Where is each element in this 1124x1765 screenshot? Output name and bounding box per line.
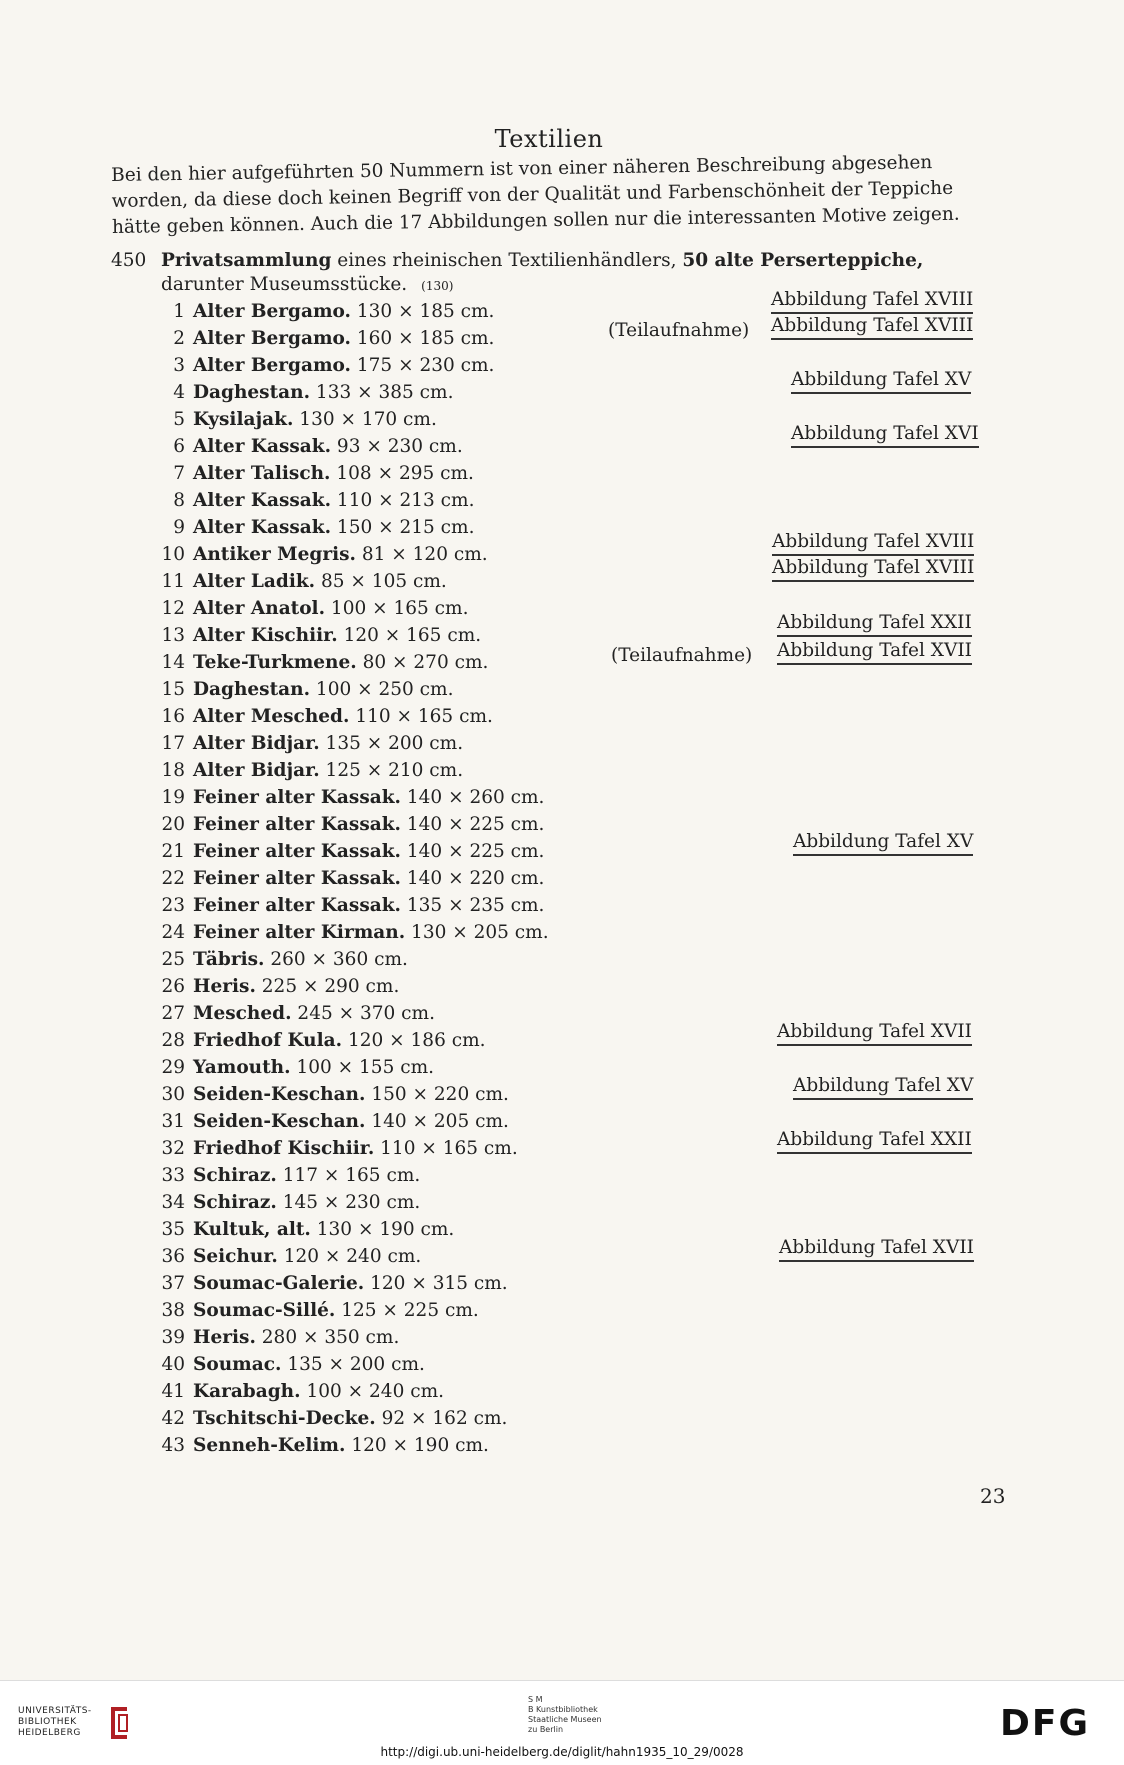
item-name: Kysilajak. <box>193 409 294 430</box>
item-name: Feiner alter Kassak. <box>193 814 401 835</box>
item-name: Alter Bidjar. <box>193 760 320 781</box>
item-number: 12 <box>161 598 185 619</box>
item-name: Schiraz. <box>193 1165 277 1186</box>
lot-bold2: 50 alte Perserteppiche, <box>682 250 924 271</box>
item-number: 39 <box>161 1327 185 1348</box>
item-name: Alter Kassak. <box>193 517 332 538</box>
item-size: 120 × 186 cm. <box>347 1030 486 1051</box>
item-size: 93 × 230 cm. <box>336 436 463 457</box>
item-name: Alter Kassak. <box>193 436 332 457</box>
item-name: Alter Bidjar. <box>193 733 320 754</box>
partial-view-note: (Teilaufnahme) <box>611 645 753 666</box>
item-name: Kultuk, alt. <box>193 1219 311 1240</box>
plate-reference: Abbildung Tafel XVI <box>791 423 979 448</box>
heidelberg-logo-icon <box>105 1703 133 1743</box>
list-item <box>150 1378 1010 1405</box>
item-number: 11 <box>161 571 185 592</box>
item-number: 35 <box>161 1219 185 1240</box>
list-item <box>150 1405 1010 1432</box>
item-name: Soumac-Galerie. <box>193 1273 365 1294</box>
item-number: 22 <box>161 868 185 889</box>
item-number: 33 <box>161 1165 185 1186</box>
list-item <box>150 730 1010 757</box>
item-name: Soumac. <box>193 1354 282 1375</box>
list-item <box>150 1297 1010 1324</box>
plate-reference: Abbildung Tafel XVIII <box>771 289 973 314</box>
item-name: Antiker Megris. <box>193 544 356 565</box>
list-item <box>150 973 1010 1000</box>
item-size: 108 × 295 cm. <box>336 463 474 484</box>
page-number: 23 <box>980 1484 1006 1508</box>
partial-view-note: (Teilaufnahme) <box>608 320 750 341</box>
item-size: 135 × 235 cm. <box>406 895 545 916</box>
item-name: Friedhof Kula. <box>193 1030 343 1051</box>
item-name: Yamouth. <box>193 1057 291 1078</box>
list-item <box>150 1432 1010 1459</box>
list-item <box>150 1351 1010 1378</box>
item-size: 260 × 360 cm. <box>270 949 408 970</box>
plate-reference: Abbildung Tafel XVII <box>777 1021 972 1046</box>
item-size: 130 × 190 cm. <box>316 1219 455 1240</box>
item-number: 18 <box>161 760 185 781</box>
item-name: Seichur. <box>193 1246 278 1267</box>
item-number: 7 <box>173 463 185 484</box>
item-number: 10 <box>161 544 185 565</box>
item-number: 27 <box>161 1003 185 1024</box>
item-size: 130 × 170 cm. <box>299 409 437 430</box>
smb-kunstbibliothek-label: S M B Kunstbibliothek Staatliche Museen zu Berlin <box>528 1695 602 1734</box>
plate-reference: Abbildung Tafel XVII <box>777 640 972 665</box>
item-size: 117 × 165 cm. <box>282 1165 421 1186</box>
item-size: 125 × 225 cm. <box>341 1300 479 1321</box>
plate-reference: Abbildung Tafel XVII <box>779 1237 974 1262</box>
item-number: 26 <box>161 976 185 997</box>
item-name: Senneh-Kelim. <box>193 1435 346 1456</box>
list-item <box>150 946 1010 973</box>
intro-paragraph: Bei den hier aufgeführten 50 Nummern ist von einer näheren Beschreibung abgesehen worden, da diese doch keinen Begriff von der Qualität und Farbenschönheit der Teppiche hätte geben können. Auch die 17 Abbildungen sollen nur die interessanten Motive zeigen. <box>111 152 960 238</box>
item-name: Feiner alter Kassak. <box>193 868 401 889</box>
plate-reference: Abbildung Tafel XVIII <box>772 557 974 582</box>
list-item <box>150 460 1010 487</box>
item-size: 120 × 190 cm. <box>351 1435 489 1456</box>
item-number: 41 <box>161 1381 185 1402</box>
item-size: 125 × 210 cm. <box>325 760 464 781</box>
university-library-label: UNIVERSITÄTS- BIBLIOTHEK HEIDELBERG <box>18 1706 92 1738</box>
list-item <box>150 865 1010 892</box>
source-url-link[interactable]: http://digi.ub.uni-heidelberg.de/diglit/hahn1935_10_29/0028 <box>380 1745 744 1759</box>
item-size: 160 × 185 cm. <box>356 328 495 349</box>
item-name: Teke-Turkmene. <box>193 652 357 673</box>
item-number: 8 <box>173 490 185 511</box>
list-item <box>150 703 1010 730</box>
list-item <box>150 784 1010 811</box>
item-number: 28 <box>161 1030 185 1051</box>
item-name: Soumac-Sillé. <box>193 1300 336 1321</box>
plate-reference: Abbildung Tafel XXII <box>777 1129 972 1154</box>
item-number: 24 <box>161 922 185 943</box>
item-name: Schiraz. <box>193 1192 277 1213</box>
item-number: 38 <box>161 1300 185 1321</box>
item-size: 100 × 240 cm. <box>306 1381 445 1402</box>
item-number: 37 <box>161 1273 185 1294</box>
item-size: 135 × 200 cm. <box>325 733 464 754</box>
item-number: 40 <box>161 1354 185 1375</box>
item-number: 36 <box>161 1246 185 1267</box>
item-number: 19 <box>161 787 185 808</box>
item-number: 42 <box>161 1408 185 1429</box>
item-name: Friedhof Kischiir. <box>193 1138 375 1159</box>
item-number: 25 <box>161 949 185 970</box>
item-number: 1 <box>173 301 185 322</box>
item-size: 150 × 220 cm. <box>371 1084 509 1105</box>
item-size: 245 × 370 cm. <box>297 1003 435 1024</box>
item-size: 130 × 205 cm. <box>411 922 549 943</box>
list-item <box>150 487 1010 514</box>
item-number: 21 <box>161 841 185 862</box>
item-number: 4 <box>173 382 185 403</box>
item-size: 110 × 165 cm. <box>355 706 493 727</box>
item-name: Seiden-Keschan. <box>193 1111 366 1132</box>
item-number: 20 <box>161 814 185 835</box>
item-number: 17 <box>161 733 185 754</box>
item-size: 85 × 105 cm. <box>321 571 447 592</box>
item-size: 120 × 240 cm. <box>283 1246 422 1267</box>
item-size: 175 × 230 cm. <box>356 355 495 376</box>
item-size: 280 × 350 cm. <box>261 1327 400 1348</box>
plate-reference: Abbildung Tafel XVIII <box>772 531 974 556</box>
item-name: Alter Talisch. <box>193 463 331 484</box>
lot-ref: (130) <box>421 279 454 293</box>
item-name: Alter Bergamo. <box>193 301 351 322</box>
item-name: Alter Ladik. <box>193 571 316 592</box>
list-item <box>150 757 1010 784</box>
item-name: Alter Kassak. <box>193 490 332 511</box>
item-size: 140 × 225 cm. <box>406 841 545 862</box>
item-size: 145 × 230 cm. <box>282 1192 421 1213</box>
item-size: 130 × 185 cm. <box>356 301 495 322</box>
item-number: 32 <box>161 1138 185 1159</box>
item-name: Alter Anatol. <box>193 598 326 619</box>
item-size: 92 × 162 cm. <box>381 1408 508 1429</box>
item-size: 140 × 225 cm. <box>406 814 545 835</box>
item-size: 225 × 290 cm. <box>261 976 400 997</box>
plate-reference: Abbildung Tafel XV <box>793 1075 973 1100</box>
item-number: 34 <box>161 1192 185 1213</box>
lot-heading <box>111 249 1001 295</box>
plate-reference: Abbildung Tafel XV <box>791 369 971 394</box>
item-size: 110 × 165 cm. <box>380 1138 518 1159</box>
list-item <box>150 1162 1010 1189</box>
item-size: 133 × 385 cm. <box>315 382 454 403</box>
plate-reference: Abbildung Tafel XVIII <box>771 315 973 340</box>
item-size: 80 × 270 cm. <box>362 652 489 673</box>
list-item <box>150 1270 1010 1297</box>
item-number: 6 <box>173 436 185 457</box>
item-size: 140 × 205 cm. <box>371 1111 509 1132</box>
item-name: Alter Bergamo. <box>193 328 351 349</box>
item-number: 15 <box>161 679 185 700</box>
item-size: 140 × 220 cm. <box>406 868 545 889</box>
item-number: 30 <box>161 1084 185 1105</box>
item-number: 5 <box>173 409 185 430</box>
item-size: 150 × 215 cm. <box>336 517 475 538</box>
item-name: Alter Mesched. <box>193 706 350 727</box>
item-name: Daghestan. <box>193 382 311 403</box>
item-size: 135 × 200 cm. <box>287 1354 425 1375</box>
item-number: 31 <box>161 1111 185 1132</box>
lot-lead-bold: Privatsammlung <box>161 250 332 271</box>
item-number: 9 <box>173 517 185 538</box>
lot-tail: darunter Museumsstücke. <box>161 274 408 295</box>
item-size: 120 × 165 cm. <box>343 625 482 646</box>
item-size: 100 × 250 cm. <box>315 679 454 700</box>
item-name: Täbris. <box>193 949 265 970</box>
dfg-logo: DFG <box>1000 1703 1091 1744</box>
item-number: 2 <box>173 328 185 349</box>
plate-reference: Abbildung Tafel XV <box>793 831 973 856</box>
list-item <box>150 676 1010 703</box>
item-size: 110 × 213 cm. <box>336 490 475 511</box>
footer-bar <box>0 1680 1124 1765</box>
item-name: Alter Bergamo. <box>193 355 351 376</box>
list-item <box>150 919 1010 946</box>
item-size: 120 × 315 cm. <box>370 1273 508 1294</box>
item-size: 100 × 155 cm. <box>296 1057 435 1078</box>
item-number: 29 <box>161 1057 185 1078</box>
item-name: Feiner alter Kassak. <box>193 787 401 808</box>
lot-lead-text: eines rheinischen Textilienhändlers, <box>331 250 683 271</box>
rug-list <box>150 298 1010 1459</box>
item-number: 23 <box>161 895 185 916</box>
item-name: Feiner alter Kassak. <box>193 841 401 862</box>
item-size: 100 × 165 cm. <box>330 598 469 619</box>
item-name: Feiner alter Kirman. <box>193 922 406 943</box>
item-size: 140 × 260 cm. <box>406 787 545 808</box>
item-name: Heris. <box>193 1327 256 1348</box>
item-number: 16 <box>161 706 185 727</box>
list-item <box>150 1189 1010 1216</box>
item-name: Feiner alter Kassak. <box>193 895 401 916</box>
lot-number: 450 <box>111 250 147 271</box>
item-number: 43 <box>161 1435 185 1456</box>
item-name: Heris. <box>193 976 256 997</box>
item-name: Alter Kischiir. <box>193 625 338 646</box>
item-name: Tschitschi-Decke. <box>193 1408 376 1429</box>
item-name: Seiden-Keschan. <box>193 1084 366 1105</box>
page-title: Textilien <box>494 125 604 153</box>
list-item <box>150 892 1010 919</box>
item-number: 13 <box>161 625 185 646</box>
plate-reference: Abbildung Tafel XXII <box>777 612 972 637</box>
item-number: 14 <box>161 652 185 673</box>
list-item <box>150 1324 1010 1351</box>
item-name: Karabagh. <box>193 1381 301 1402</box>
item-number: 3 <box>173 355 185 376</box>
item-name: Daghestan. <box>193 679 311 700</box>
item-size: 81 × 120 cm. <box>361 544 488 565</box>
item-name: Mesched. <box>193 1003 292 1024</box>
